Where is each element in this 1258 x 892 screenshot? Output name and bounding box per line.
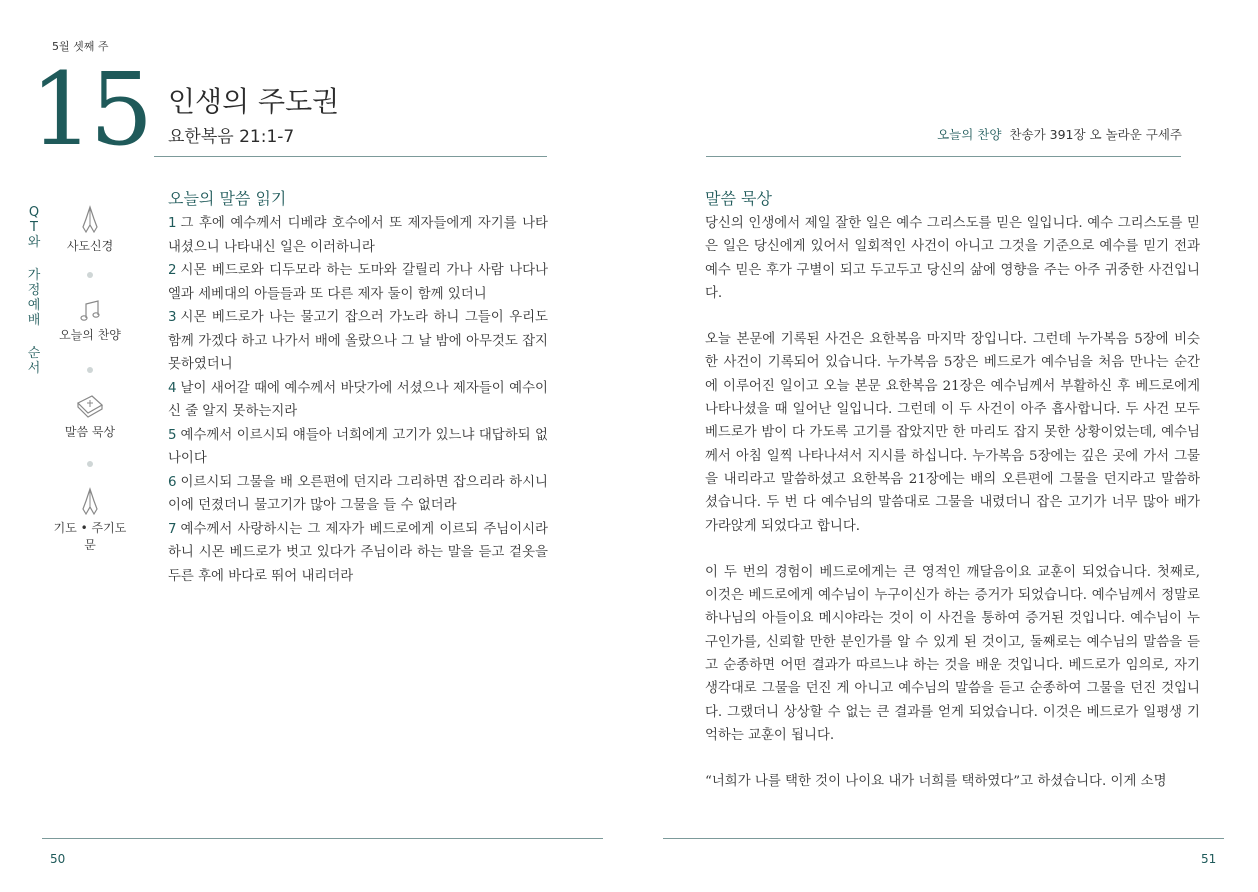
page-number-left: 50 <box>50 852 66 866</box>
verse: 6 이르시되 그물을 배 오른편에 던지라 그리하면 잡으리라 하시니 이에 던졌더니 물고기가 많아 그물을 들 수 없더라 <box>168 474 548 513</box>
header-rule-right <box>706 156 1181 157</box>
step-divider-dot <box>87 367 93 373</box>
day-number: 15 <box>30 51 150 168</box>
step-divider-dot <box>87 272 93 278</box>
praying-hands-icon <box>76 487 104 517</box>
side-label-char: 서 <box>27 361 41 376</box>
verse: 3 시몬 베드로가 나는 물고기 잡으러 가노라 하니 그들이 우리도 함께 가겠다 하고 나가서 배에 올랐으나 그 날 밤에 아무것도 잡지 못하였더니 <box>168 310 548 372</box>
side-label-char: T <box>30 220 38 235</box>
step-divider-dot <box>87 461 93 467</box>
music-note-icon <box>77 298 103 324</box>
footer-rule-left <box>42 838 603 839</box>
bible-icon <box>74 393 106 421</box>
step-label: 말씀 묵상 <box>64 425 116 439</box>
step-prayer <box>52 487 128 553</box>
paragraph: “너희가 나를 택한 것이 나이요 내가 너희를 택하였다”고 하셨습니다. 이게 소명 <box>705 774 1167 790</box>
hymn-value: 찬송가 391장 오 놀라운 구세주 <box>1009 127 1182 142</box>
side-vertical-label <box>26 205 42 376</box>
step-label: 오늘의 찬양 <box>59 328 121 342</box>
step-apostles-creed <box>52 205 128 254</box>
meditation-section-heading: 말씀 묵상 <box>705 189 772 208</box>
step-label: 기도 • 주기도문 <box>53 521 127 552</box>
side-label-char <box>26 328 42 346</box>
week-label: 5월 셋째 주 <box>52 40 109 53</box>
side-label-char: 예 <box>27 298 41 313</box>
praying-hands-icon <box>76 205 104 235</box>
paragraph: 이 두 번의 경험이 베드로에게는 큰 영적인 깨달음이요 교훈이 되었습니다. 첫째로, 이것은 베드로에게 예수님이 누구이신가 하는 증거가 되었습니다. 예수님께서 정말로 하나님의 아들이요 메시야라는 것이 이 사건을 통하여 증거된 것입니다. 예수님이 누구인가를, 신뢰할 만한 분인가를 알 수 있게 된 것이고, 둘째로는 예수님의 말씀을 듣고 순종하면 어떤 결과가 따르느냐 하는 것을 배운 것입니다. 베드로가 임의로, 자기 생각대로 그물을 던진 게 아니고 예수님의 말씀을 듣고 순종하여 그물을 던진 것입니다. 그랬더니 상상할 수 없는 큰 결과를 얻게 되었습니다. 이것은 베드로가 일평생 기억하는 교훈이 됩니다. <box>705 564 1200 743</box>
verse: 7 예수께서 사랑하시는 그 제자가 베드로에게 이르되 주님이시라 하니 시몬 베드로가 벗고 있다가 주님이라 하는 말을 듣고 겉옷을 두른 후에 바다로 뛰어 내리더라 <box>168 521 548 584</box>
verse: 1 그 후에 예수께서 디베랴 호수에서 또 제자들에게 자기를 나타내셨으니 나타내신 일은 이러하니라 <box>168 216 548 255</box>
side-label-char <box>26 250 42 268</box>
step-todays-hymn <box>52 298 128 343</box>
scripture-text <box>168 212 548 588</box>
verse: 2 시몬 베드로와 디두모라 하는 도마와 갈릴리 가나 사람 나다나엘과 세베대의 아들들과 또 다른 제자 둘이 함께 있더니 <box>168 263 548 302</box>
side-label-char: 배 <box>27 313 41 328</box>
page-number-right: 51 <box>1201 852 1217 866</box>
scripture-reference: 요한복음 21:1-7 <box>168 127 295 147</box>
paragraph: 당신의 인생에서 제일 잘한 일은 예수 그리스도를 믿은 일입니다. 예수 그리스도를 믿은 일은 당신에게 있어서 일회적인 사건이 아니고 그것을 기준으로 예수를 믿기 전과 예수 믿은 후가 구별이 되고 두고두고 당신의 삶에 영향을 주는 아주 귀중한 사건입니다. <box>705 216 1200 301</box>
step-meditation <box>52 393 128 440</box>
side-label-char: 정 <box>27 283 41 298</box>
step-label: 사도신경 <box>66 239 114 253</box>
meditation-text <box>705 212 1200 817</box>
verse: 4 날이 새어갈 때에 예수께서 바닷가에 서셨으나 제자들이 예수이신 줄 알지 못하는지라 <box>168 380 548 419</box>
side-label-char: Q <box>28 205 40 220</box>
footer-rule-right <box>663 838 1224 839</box>
page-title: 인생의 주도권 <box>168 85 340 118</box>
scripture-section-heading: 오늘의 말씀 읽기 <box>168 189 287 208</box>
side-label-char: 순 <box>27 346 41 361</box>
verse: 5 예수께서 이르시되 얘들아 너희에게 고기가 있느냐 대답하되 없나이다 <box>168 427 548 466</box>
todays-hymn <box>937 125 1182 143</box>
side-label-char: 가 <box>27 268 41 283</box>
hymn-label: 오늘의 찬양 <box>937 127 1002 142</box>
paragraph: 오늘 본문에 기록된 사건은 요한복음 마지막 장입니다. 그런데 누가복음 5장에 비슷한 사건이 기록되어 있습니다. 누가복음 5장은 베드로가 예수님을 처음 만나는 순간에 이루어진 일이고 오늘 본문 요한복음 21장은 예수님께서 부활하신 후 베드로에게 나타나셨을 때 일어난 일입니다. 그런데 이 두 사건이 아주 흡사합니다. 두 사건 모두 베드로가 밤이 다 가도록 고기를 잡았지만 한 마리도 잡지 못한 상황이었는데, 예수님께서 아침 일찍 나타나셔서 지시를 하십니다. 누가복음 5장에는 깊은 곳에 가서 그물을 내리라고 말씀하셨고 요한복음 21장에는 배의 오른편에 그물을 던지라고 말씀하셨습니다. 두 번 다 예수님의 말씀대로 그물을 내렸더니 잡은 고기가 너무 많아 배가 가라앉게 되었다고 합니다. <box>705 332 1200 534</box>
title-rule <box>154 156 547 157</box>
side-label-char: 와 <box>27 235 41 250</box>
